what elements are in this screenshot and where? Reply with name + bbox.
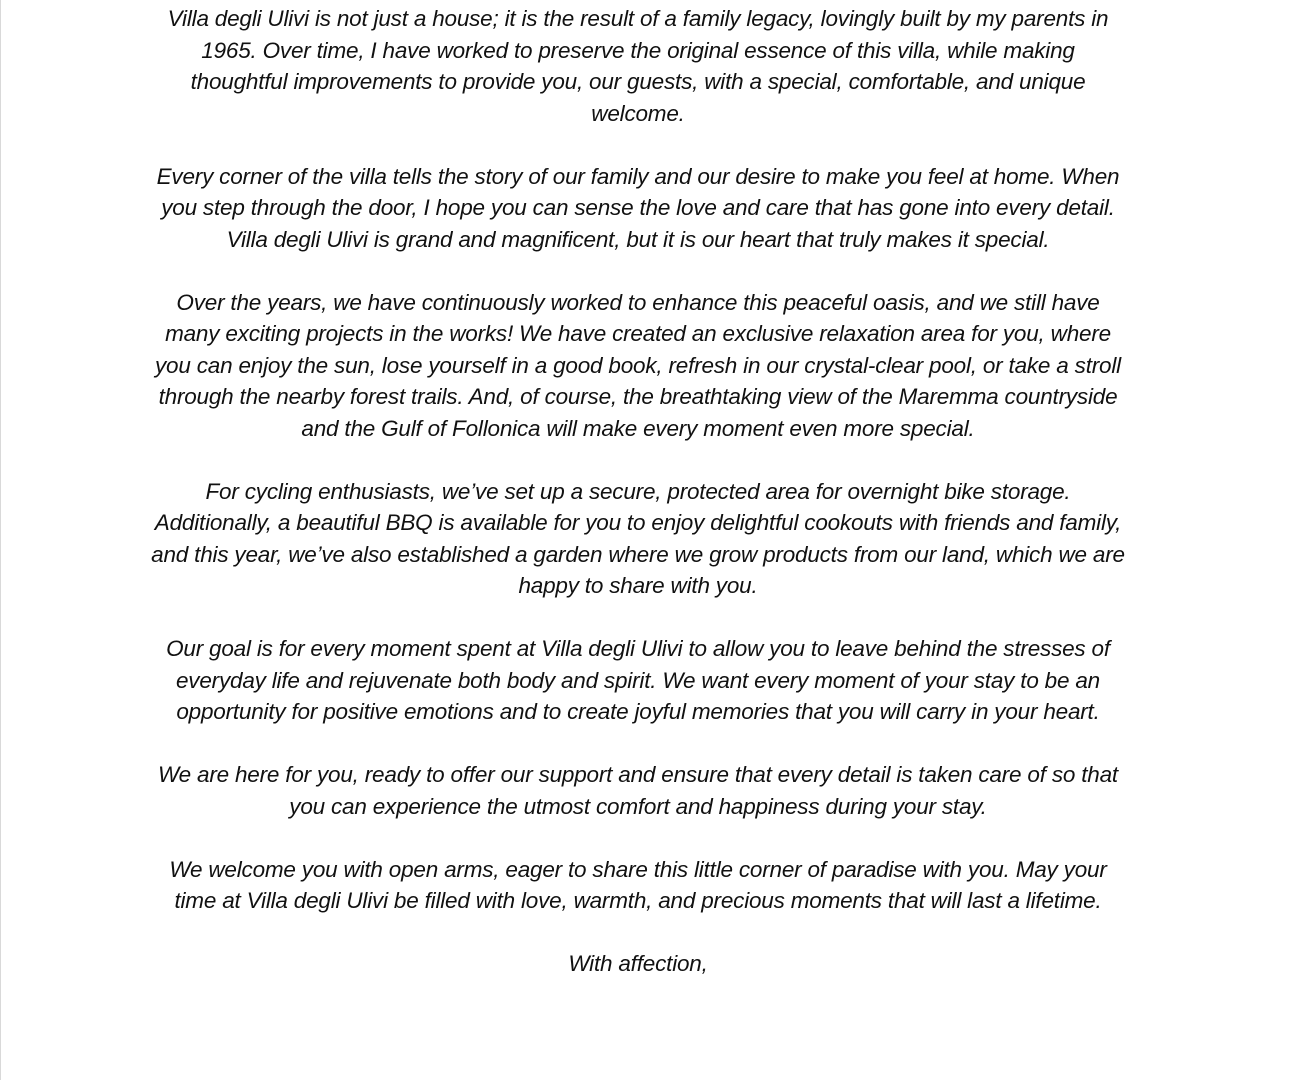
paragraph-support: We are here for you, ready to offer our support and ensure that every detail is taken care of so that you can experience the utmost comfort and happiness during your stay. bbox=[158, 762, 1118, 819]
paragraph-welcome: We welcome you with open arms, eager to share this little corner of paradise with you. May your time at Villa degli Ulivi be filled with love, warmth, and precious moments that will last a lifetime. bbox=[169, 856, 1107, 913]
paragraph-amenities: For cycling enthusiasts, we’ve set up a secure, protected area for overnight bike storage. Additionally, a beautiful BBQ is available for you to enjoy delightful cookouts with friends and family, and this year, we’ve also established a garden where we grow products from our land, which we are happy to share with you. bbox=[151, 478, 1125, 598]
paragraph-goal: Our goal is for every moment spent at Villa degli Ulivi to allow you to leave behind the stresses of everyday life and rejuvenate both body and spirit. We want every moment of your stay to be an opportunity for positive emotions and to create joyful memories that you will carry in your heart. bbox=[166, 636, 1110, 724]
paragraph-improvements: Over the years, we have continuously worked to enhance this peaceful oasis, and we still have many exciting projects in the works! We have created an exclusive relaxation area for you, where you can enjoy the sun, lose yourself in a good book, refresh in our crystal-clear pool, or take a stroll through the nearby forest trails. And, of course, the breathtaking view of the Maremma countryside and the Gulf of Follonica will make every moment even more special. bbox=[155, 289, 1121, 441]
welcome-letter bbox=[150, 3, 1126, 1011]
page-edge-line bbox=[0, 0, 1, 1080]
paragraph-family-story: Every corner of the villa tells the story of our family and our desire to make you feel at home. When you step through the door, I hope you can sense the love and care that has gone into every detail. Villa degli Ulivi is grand and magnificent, but it is our heart that truly makes it special. bbox=[156, 163, 1120, 252]
signoff-line: With affection, bbox=[568, 951, 708, 976]
paragraph-legacy: Villa degli Ulivi is not just a house; it is the result of a family legacy, lovingly built by my parents in 1965. Over time, I have worked to preserve the original essence of this villa, while making thoughtful improvements to provide you, our guests, with a special, comfortable, and unique welcome. bbox=[167, 6, 1109, 126]
